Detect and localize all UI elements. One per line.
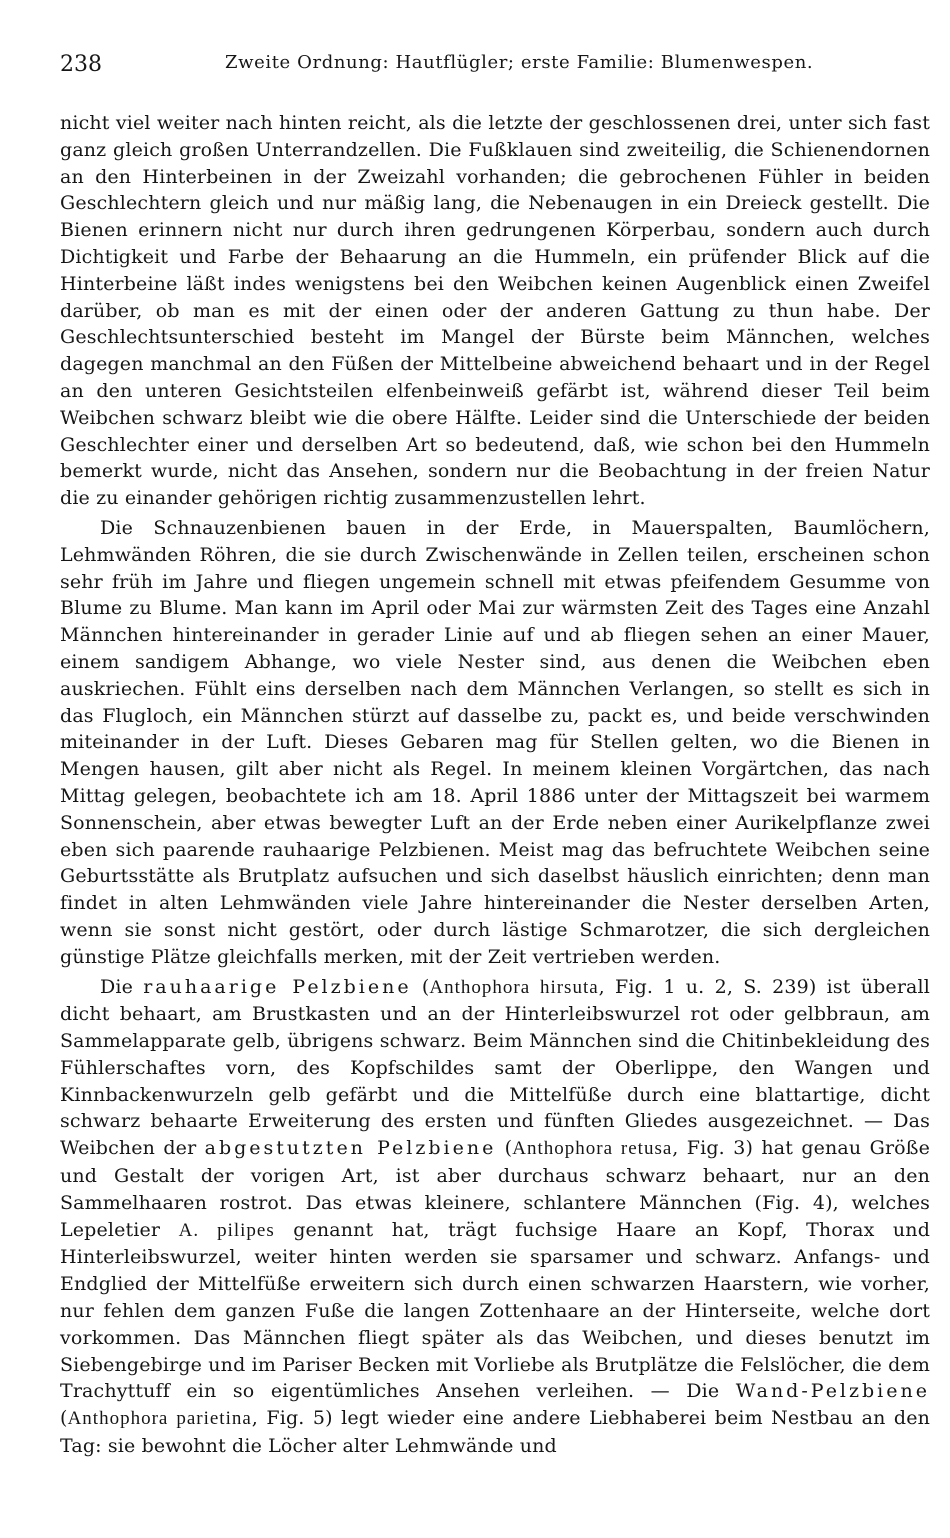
text-span: , Fig. 3) hat genau Größe und Gestalt der vorigen Art, ist aber durchaus schwarz behaart, nur an den Sammelhaaren rostrot. Das etwas kleinere, schlantere Männchen (Fig. 4), welches Lepeletier — [60, 1137, 931, 1241]
running-title: Zweite Ordnung: Hautflügler; erste Familie: Blumenwespen. — [225, 52, 814, 73]
text-span: , Fig. 1 u. 2, S. 239) ist überall dicht behaart, am Brustkasten und an der Hinterleibswurzel rot oder gelbbraun, am Sammelapparate gelb, übrigens schwarz. Beim Männchen sind die Chitinbekleidung des Fühlerschaftes vorn, des Kopfschildes samt der Oberlippe, den Wangen und Kinnbackenwurzeln gelb gefärbt und die Mittelfüße durch eine blattartige, dicht schwarz behaarte Erweiterung des ersten und fünften Gliedes ausgezeichnet. — Das Weibchen der — [60, 975, 930, 1160]
book-page — [60, 44, 930, 1460]
species-name-common: abgestutzten Pelzbiene — [204, 1137, 497, 1160]
species-name-latin: Anthophora parietina — [67, 1408, 252, 1430]
species-name-common: Wand-Pelzbiene — [735, 1380, 930, 1403]
species-name-common: rauhaarige Pelzbiene — [143, 975, 412, 998]
species-name-latin: A. pilipes — [178, 1219, 275, 1241]
text-span: ( — [411, 975, 430, 998]
text-span: nicht viel weiter nach hinten reicht, als die letzte der geschlossenen drei, unter sich fast ganz gleich großen Unterrandzellen. Die Fußklauen sind zweiteilig, die Schienendornen an den Hinterbeinen in der Zweizahl vorhanden; die gebrochenen Fühler in beiden Geschlechtern gleich und nur mäßig lang, die Nebenaugen in ein Dreieck gestellt. Die Bienen erinnern nicht nur durch ihren gedrungenen Körperbau, sondern auch durch Dichtigkeit und Farbe der Behaarung an die Hummeln, ein prüfender Blick auf die Hinterbeine läßt indes wenigstens bei den Weibchen keinen Augenblick einen Zweifel darüber, ob man es mit der einen oder der anderen Gattung zu thun habe. Der Geschlechtsunterschied besteht im Mangel der Bürste beim Männchen, welches dagegen manchmal an den Füßen der Mittelbeine abweichend behaart und in der Regel an den unteren Gesichtsteilen elfenbeinweiß gefärbt ist, während dieser Teil beim Weibchen schwarz bleibt wie die obere Hälfte. Leider sind die Unterschiede der beiden Geschlechter einer und derselben Art so bedeutend, daß, wie schon bei den Hummeln bemerkt wurde, nicht das Ansehen, sondern nur die Beobachtung in der freien Natur die zu einander gehörigen richtig zusammenzustellen lehrt. — [60, 112, 930, 510]
paragraph-1 — [60, 110, 930, 512]
text-span: genannt hat, trägt fuchsige Haare an Kopf, Thorax und Hinterleibswurzel, weiter hinten werden sie sparsamer und schwarz. Anfangs- und Endglied der Mittelfüße erweitern sich durch einen schwarzen Haarstern, wie vorher, nur fehlen dem ganzen Fuße die langen Zottenhaare an der Hinterseite, welche dort vorkommen. Das Männchen fliegt später als das Weibchen, und dieses benutzt im Siebengebirge und im Pariser Becken mit Vorliebe als Brutplätze die Felslöcher, die dem Trachyttuff ein so eigentümliches Ansehen verleihen. — Die — [60, 1218, 931, 1403]
paragraph-3 — [60, 974, 930, 1460]
text-span: Die Schnauzenbienen bauen in der Erde, in Mauerspalten, Baumlöchern, Lehmwänden Röhren, die sie durch Zwischenwände in Zellen teilen, erscheinen schon sehr früh im Jahre und fliegen ungemein schnell mit etwas pfeifendem Gesumme von Blume zu Blume. Man kann im April oder Mai zur wärmsten Zeit des Tages eine Anzahl Männchen hintereinander in gerader Linie auf und ab fliegen sehen an einer Mauer, einem sandigem Abhange, wo viele Nester sind, aus denen die Weibchen eben auskriechen. Fühlt eins derselben nach dem Männchen Verlangen, so stellt es sich in das Flugloch, ein Männchen stürzt auf dasselbe zu, packt es, und beide verschwinden miteinander in der Luft. Dieses Gebaren mag für Stellen gelten, wo die Bienen in Mengen hausen, gilt aber nicht als Regel. In meinem kleinen Vorgärtchen, das nach Mittag gelegen, beobachtete ich am 18. April 1886 unter der Mittagszeit bei warmem Sonnenschein, aber etwas bewegter Luft an der Erde neben einer Aurikelpflanze zwei eben sich paarende rauhaarige Pelzbienen. Meist mag das befruchtete Weibchen seine Geburtsstätte als Brutplatz aufsuchen und sich daselbst häuslich einrichten; denn man findet in alten Lehmwänden viele Jahre hintereinander die Nester derselben Arten, wenn sie sonst nicht gestört, oder durch lästige Schmarotzer, die sich dergleichen günstige Plätze gleichfalls merken, mit der Zeit vertrieben werden. — [60, 516, 930, 968]
species-name-latin: Anthophora hirsuta — [429, 976, 599, 998]
species-name-latin: Anthophora retusa — [512, 1138, 673, 1160]
paragraph-2 — [60, 515, 930, 971]
text-span: ( — [60, 1407, 68, 1430]
page-header — [60, 44, 930, 77]
text-span: Die — [100, 975, 144, 998]
body-text — [60, 110, 930, 1460]
text-span: , Fig. 5) legt wieder eine andere Liebhaberei beim Nestbau an den Tag: sie bewohnt die Löcher alter Lehmwände und — [60, 1407, 930, 1458]
text-span: ( — [496, 1137, 513, 1160]
page-number: 238 — [60, 52, 102, 77]
